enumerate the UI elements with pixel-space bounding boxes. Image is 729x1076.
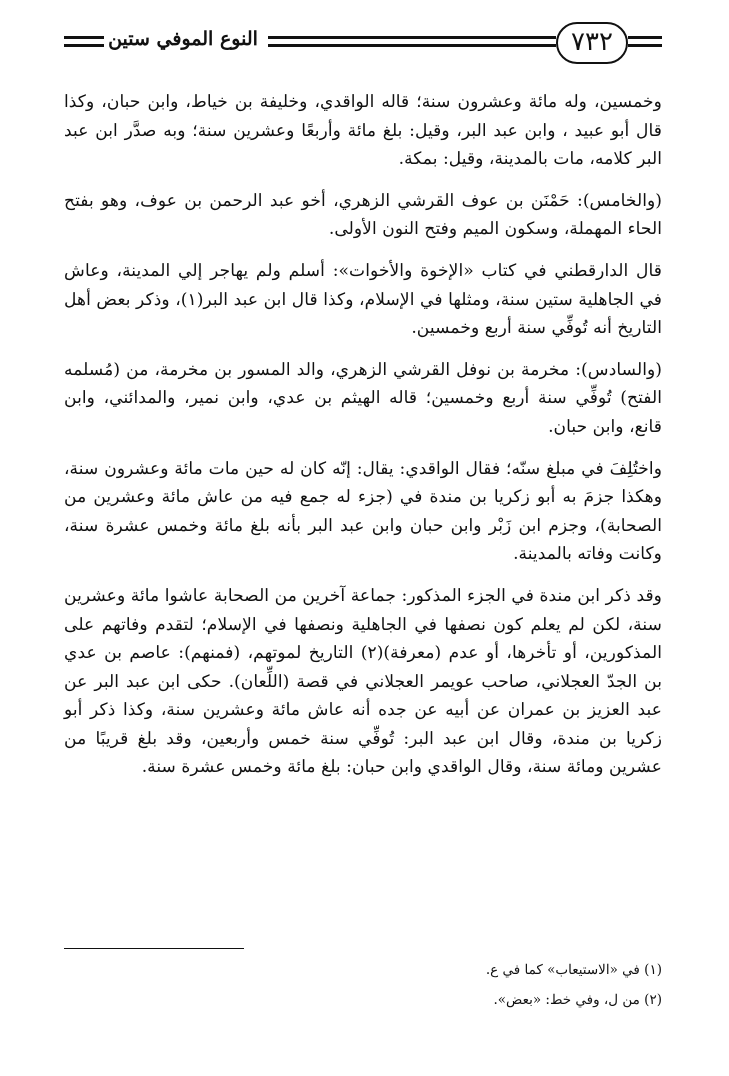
paragraph-6: وقد ذكر ابن مندة في الجزء المذكور: جماعة آخرين من الصحابة عاشوا مائة وعشرين سنة، لكن لم يعلم كون نصفها في الجاهلية ونصفها في الإسلام؛ لتقدم وفاتهم على المذكورين، أو تأخرها، أو عدم (معرفة)(٢) التاريخ لموتهم، (فمنهم): عاصم بن عدي بن الجدّ العجلاني، صاحب عويمر العجلاني في قصة (اللِّعان). حكى ابن عبد البر عن عبد العزيز بن عمران عن أبيه عن جده أنه عاش مائة وعشرين سنة، وكذا ذكر أبو زكريا بن مندة، وقال ابن عبد البر: تُوفِّي سنة خمس وأربعين، وقد بلغ قريبًا من عشرين ومائة سنة، وقال الواقدي وابن حبان: بلغ مائة وخمس عشرة سنة. xyxy=(64,585,662,778)
paragraph-5: واختُلِفَ في مبلغ سنّه؛ فقال الواقدي: يقال: إنّه كان له حين مات مائة وعشرون سنة، وهكذا جزمَ به أبو زكريا بن مندة في (جزء له جمع فيه من عاش مائة وعشرين من الصحابة)، وجزم ابن زَبْر وابن حبان وابن عبد البر بأنه بلغ مائة وخمس عشرة سنة، وكانت وفاته بالمدينة. xyxy=(64,458,662,565)
paragraph-3: قال الدارقطني في كتاب «الإخوة والأخوات»: أسلم ولم يهاجر إلي المدينة، وعاش في الجاهلية ستين سنة، ومثلها في الإسلام، وكذا قال ابن عبد البر(١)، وذكر بعض أهل التاريخ أنه تُوفِّي سنة أربع وخمسين. xyxy=(64,260,662,339)
footnote-separator xyxy=(64,948,244,949)
running-title: النوع الموفي ستين xyxy=(108,28,258,50)
header-rule-left-top xyxy=(64,36,104,39)
footnote-1: (١) في «الاستيعاب» كما في ع. xyxy=(485,962,662,978)
page-header xyxy=(0,22,729,68)
header-rule-left-bottom xyxy=(64,44,104,47)
page-number: ٧٣٢ xyxy=(556,22,628,64)
header-rule-right-top xyxy=(628,36,662,39)
paragraph-4: (والسادس): مخرمة بن نوفل القرشي الزهري، والد المسور بن مخرمة، من (مُسلمه الفتح) تُوفِّي سنة أربع وخمسين؛ قاله الهيثم بن عدي، وابن نمير، والمدائني، وابن قانع، وابن حبان. xyxy=(64,359,662,437)
footnote-2: (٢) من ل، وفي خط: «بعض». xyxy=(493,992,662,1008)
header-rule-mid-bottom xyxy=(268,44,556,47)
paragraph-1: وخمسين، وله مائة وعشرون سنة؛ قاله الواقدي، وخليفة بن خياط، وابن حبان، وكذا قال أبو عبيد ، وابن عبد البر، وقيل: بلغ مائة وأربعًا وعشرين سنة؛ وبه صدَّر ابن عبد البر كلامه، مات بالمدينة، وقيل: بمكة. xyxy=(64,92,662,170)
header-rule-right-bottom xyxy=(628,44,662,47)
header-rule-mid-top xyxy=(268,36,556,39)
paragraph-2: (والخامس): حَمْنَن بن عوف القرشي الزهري، أخو عبد الرحمن بن عوف، وهو بفتح الحاء المهملة، وسكون الميم وفتح النون الأولى. xyxy=(64,190,662,240)
main-text xyxy=(64,88,662,795)
